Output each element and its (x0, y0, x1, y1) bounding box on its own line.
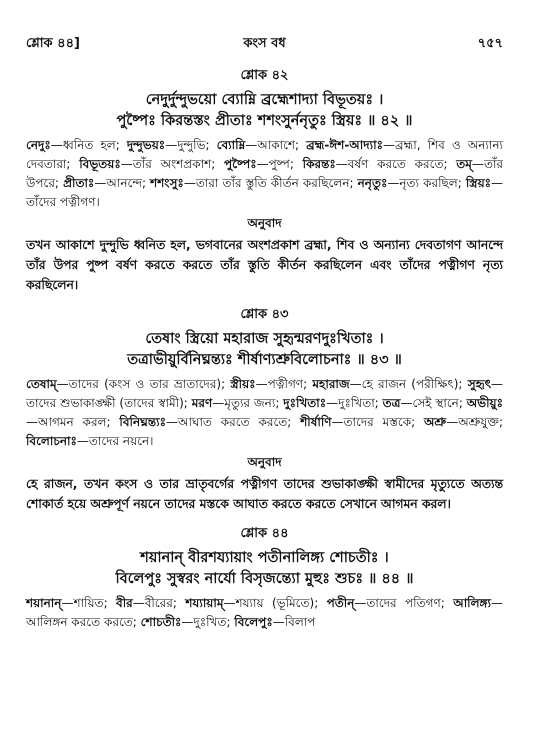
synonym-word: শয়ানান্ (26, 596, 62, 610)
synonym-word: নেদুঃ (26, 138, 51, 152)
synonym-meaning: হে রাজন (পরীক্ষিৎ) (361, 377, 459, 391)
synonym-word: তেষাম্ (26, 377, 57, 391)
synonym-meaning: দুঃখিত (193, 615, 227, 629)
page-header (26, 34, 503, 55)
synonym-word: শোচতীঃ (140, 615, 182, 629)
synonym-meaning: বীরের (144, 596, 173, 610)
synonym-word: সুহৃৎ (467, 377, 492, 391)
sanskrit-verse-line: তেষাং স্ত্রিয়ো মহারাজ সুহৃন্মরণদুঃখিতাঃ । (145, 331, 384, 347)
translation-text: তখন আকাশে দুন্দুভি ধ্বনিত হল, ভগবানের অংশপ্রকাশ ব্রহ্মা, শিব ও অন্যান্য দেবতাগণ আনন্দে তাঁর উপর পুষ্প বর্ষণ করতে করতে তাঁর স্তুতি কীর্তন করছিলেন এবং তাঁদের পত্নীগণ নৃত্য করছিলেন। (26, 238, 503, 292)
synonym-meaning: মৃত্যুর জন্য (224, 396, 276, 410)
synonym-meaning: তাঁর উপরে (26, 157, 504, 190)
verse-heading: শ্লোক ৪৩ (240, 307, 289, 322)
synonym-word: বিনিঘ্নন্ত্যঃ (119, 415, 167, 429)
word-for-word-synonyms: তেষাম্—তাদের (কংস ও তার ভ্রাতাদের); স্ত্রীয়ঃ—পত্নীগণ; মহারাজ—হে রাজন (পরীক্ষিৎ); সুহৃৎ—তাদের শুভাকাঙ্ক্ষী (তাদের স্বামী); মরণ—মৃত্যুর জন্য; দুঃখিতাঃ—দুঃখিতা; তত্র—সেই স্থানে; অভীয়ুঃ—আগমন করল; বিনিঘ্নন্ত্যঃ—আঘাত করতে করতে; শীর্ষাণি—তাদের মস্তকে; অশ্রু—অশ্রুযুক্ত; বিলোচনাঃ—তাদের নয়নে। (26, 377, 504, 448)
synonym-word: ব্রহ্ম-ঈশ-আদ্যাঃ (306, 138, 383, 152)
page-number: ৭৫৭ (477, 36, 503, 51)
synonym-word: ননৃতুঃ (357, 176, 388, 190)
translation-text: হে রাজন, তখন কংস ও তার ভ্রাতৃবর্গের পত্নীগণ তাদের শুভাকাঙ্ক্ষী স্বামীদের মৃত্যুতে অত্যন্ত শোকার্ত হয়ে অশ্রুপূর্ণ নয়নে তাদের মস্তকে আঘাত করতে করতে সেখানে আগমন করল। (26, 477, 503, 511)
synonym-meaning: তারা তাঁর স্তুতি কীর্তন করছিলেন (195, 176, 350, 190)
synonym-word: কিরন্তঃ (302, 157, 336, 171)
synonym-meaning: তাদের (কংস ও তার ভ্রাতাদের) (68, 377, 222, 391)
translation-heading: অনুবাদ (247, 216, 282, 230)
verse-heading: শ্লোক ৪৪ (240, 526, 289, 541)
word-for-word-synonyms: নেদুঃ—ধ্বনিত হল; দুন্দুভয়ঃ—দুন্দুভি; ব্যোম্নি—আকাশে; ব্রহ্ম-ঈশ-আদ্যাঃ—ব্রহ্মা, শিব ও অন্যান্য দেবতারা; বিভূতয়ঃ—তাঁর অংশপ্রকাশ; পুষ্পৈঃ—পুষ্প; কিরন্তঃ—বর্ষণ করতে করতে; তম্—তাঁর উপরে; প্রীতাঃ—আনন্দে; শশংসুঃ—তারা তাঁর স্তুতি কীর্তন করছিলেন; ননৃতুঃ—নৃত্য করছিল; স্ত্রিয়ঃ—তাঁদের পত্নীগণ। (26, 138, 504, 209)
synonym-word: বীর (116, 596, 133, 610)
synonym-meaning: তাঁর অংশপ্রকাশ (132, 157, 212, 171)
synonym-meaning: তাদের পতিগণ (366, 596, 441, 610)
synonym-word: শশংসুঃ (150, 176, 184, 190)
synonym-word: মহারাজ (312, 377, 350, 391)
synonym-meaning: তাদের মস্তকে (343, 415, 412, 429)
synonym-meaning: আলিঙ্গন করতে করতে (26, 615, 133, 629)
synonym-word: বিলেপুঃ (234, 615, 273, 629)
synonym-meaning: তাদের নয়নে। (88, 434, 154, 448)
synonym-word: দুন্দুভয়ঃ (126, 138, 166, 152)
synonym-meaning: পত্নীগণ (267, 377, 304, 391)
synonym-word: অশ্রু (424, 415, 447, 429)
synonym-meaning: বর্ষণ করতে করতে (347, 157, 444, 171)
synonym-meaning: দুঃখিতা (338, 396, 375, 410)
verse-block (26, 524, 503, 632)
sanskrit-verse-line: বিলেপুঃ সুস্বরং নার্যো বিসৃজন্ত্যো মুহুঃ শুচঃ ॥ ৪৪ ॥ (115, 571, 414, 587)
word-for-word-synonyms: শয়ানান্—শায়িত; বীর—বীরের; শয্যায়াম্—শয্যায় (ভূমিতে); পতীন্—তাদের পতিগণ; আলিঙ্গ্য—আলিঙ্গন করতে করতে; শোচতীঃ—দুঃখিত; বিলেপুঃ—বিলাপ (26, 596, 503, 629)
synonym-meaning: পুষ্প (268, 157, 290, 171)
synonym-meaning: আঘাত করতে করতে (178, 415, 288, 429)
synonym-meaning: আনন্দে (106, 176, 142, 190)
synonym-meaning: বিলাপ (284, 615, 316, 629)
synonym-meaning: অশ্রুযুক্ত (458, 415, 499, 429)
synonym-meaning: ধ্বনিত হল (62, 138, 116, 152)
synonym-meaning: দুন্দুভি (177, 138, 206, 152)
sanskrit-verse-line: তত্রাভীয়ুর্বিনিঘ্নন্ত্যঃ শীর্ষাণ্যশ্রুবিলোচনাঃ ॥ ৪৩ ॥ (127, 352, 402, 368)
synonym-word: শীর্ষাণি (300, 415, 332, 429)
sanskrit-verse-line: শয়ানান্ বীরশয্যায়াং পতীনালিঙ্গ্য শোচতীঃ । (140, 550, 389, 566)
sanskrit-verse-line: নেদুর্দুন্দুভয়ো ব্যোম্নি ব্রহ্মেশাদ্যা বিভূতয়ঃ । (145, 92, 384, 108)
synonym-word: তত্র (382, 396, 401, 410)
verse-block (26, 66, 503, 295)
synonym-word: ব্যোম্নি (216, 138, 246, 152)
synonym-word: আলিঙ্গ্য (453, 596, 491, 610)
synonym-word: তম্ (456, 157, 472, 171)
synonym-meaning: তাদের শুভাকাঙ্ক্ষী (তাদের স্বামী) (26, 396, 184, 410)
synonym-word: পুষ্পৈঃ (223, 157, 257, 171)
synonym-meaning: আগমন করল (38, 415, 107, 429)
synonym-meaning: আকাশে (257, 138, 295, 152)
synonym-word: দুঃখিতাঃ (283, 396, 327, 410)
synonym-word: স্ত্রিয়ঃ (465, 176, 492, 190)
header-verse-ref: শ্লোক ৪৪] (26, 36, 80, 51)
synonym-word: শয্যায়াম্ (185, 596, 224, 610)
synonym-word: মরণ (191, 396, 213, 410)
synonym-meaning: শায়িত (73, 596, 104, 610)
synonym-word: বিভূতয়ঃ (79, 157, 121, 171)
synonym-meaning: তাঁদের পত্নীগণ। (26, 195, 100, 209)
synonym-word: পতীন্ (326, 596, 355, 610)
synonym-word: প্রীতাঃ (63, 176, 95, 190)
synonym-meaning: ব্রহ্মা, শিব ও অন্যান্য দেবতারা (26, 138, 503, 171)
synonym-meaning: শয্যায় (ভূমিতে) (235, 596, 315, 610)
synonym-meaning: নৃত্য করছিল (399, 176, 458, 190)
page-content (26, 66, 503, 642)
synonym-word: বিলোচনাঃ (26, 434, 77, 448)
verse-block (26, 305, 503, 514)
synonym-word: অভীয়ুঃ (466, 396, 503, 410)
verse-heading: শ্লোক ৪২ (240, 68, 289, 83)
chapter-title: কংস বধ (243, 36, 286, 51)
synonym-meaning: সেই স্থানে (412, 396, 459, 410)
translation-heading: অনুবাদ (247, 455, 282, 469)
sanskrit-verse-line: পুষ্পৈঃ কিরন্তস্তং প্রীতাঃ শশংসুর্ননৃতুঃ স্ত্রিয়ঃ ॥ ৪২ ॥ (116, 113, 413, 129)
synonym-word: স্ত্রীয়ঃ (230, 377, 256, 391)
